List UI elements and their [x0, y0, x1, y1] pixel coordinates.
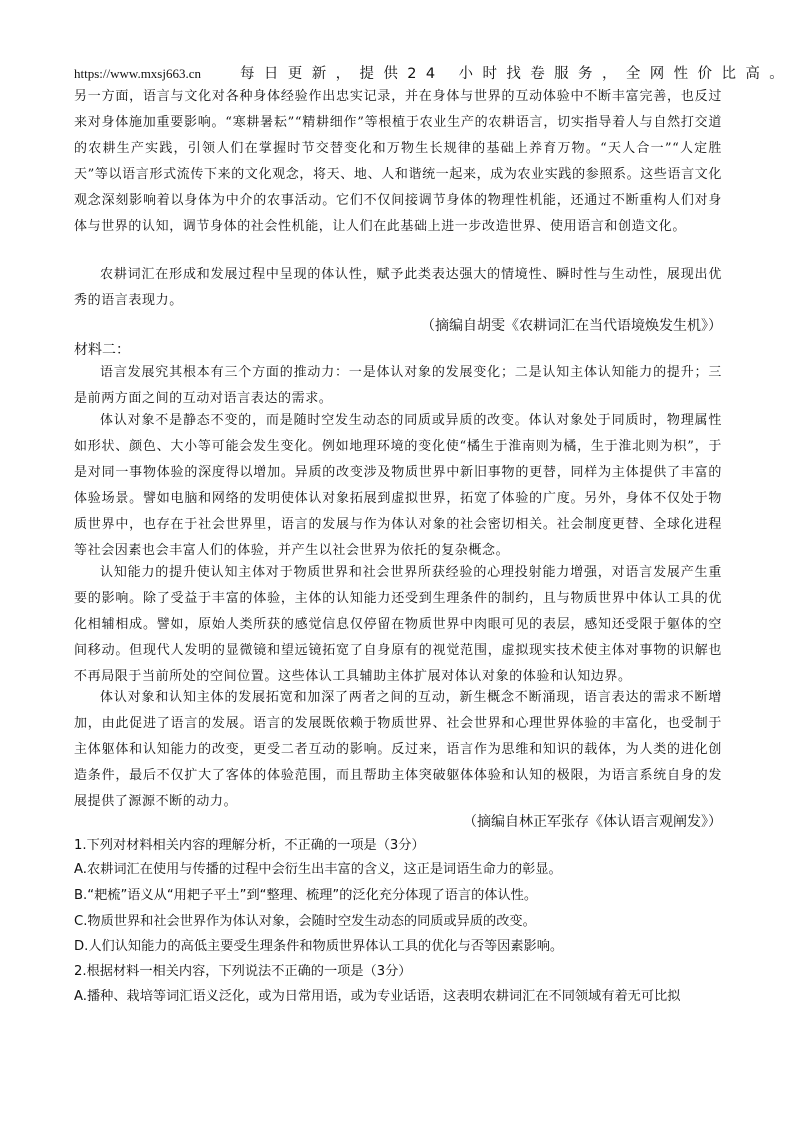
page-header — [74, 64, 794, 84]
material2-label: 材料二： — [74, 342, 130, 358]
header-url[interactable]: https://www.mxsj663.cn — [74, 66, 201, 81]
question-2-option-a: A.播种、栽培等词汇语义泛化，或为日常用语，或为专业话语，这表明农耕词汇在不同领域有着无可比拟 — [74, 989, 681, 1004]
material2-source: （摘编自林正军张存《体认语言观阐发》） — [463, 814, 722, 830]
question-1-option-b: B.“耙梳”语义从“用耙子平土”到“整理、梳理”的泛化充分体现了语言的体认性。 — [74, 888, 538, 903]
header-slogan: 每日更新，提供24 小时找卷服务，全网性价比高。 — [240, 66, 794, 82]
material1-paragraph-1: 另一方面，语言与文化对各种身体经验作出忠实记录，并在身体与世界的互动体验中不断丰富完善，也反过来对身体施加重要影响。“寒耕暑耘”“精耕细作”等根植于农业生产的农耕语言，切实指导着人与自然打交道的农耕生产实践，引领人们在掌握时节交替变化和万物生长规律的基础上养育万物。“天人合一”“人定胜天”等以语言形式流传下来的文化观念，将天、地、人和谐统一起来，成为农业实践的参照系。这些语言文化观念深刻影响着以身体为中介的农事活动。它们不仅间接调节身体的物理性机能，还通过不断重构人们对身体与世界的认知，调节身体的社会性机能，让人们在此基础上进一步改造世界、使用语言和创造文化。 — [74, 89, 722, 234]
material2-paragraph-4: 体认对象和认知主体的发展拓宽和加深了两者之间的互动，新生概念不断涌现，语言表达的需求不断增加，由此促进了语言的发展。语言的发展既依赖于物质世界、社会世界和心理世界体验的丰富化，也受制于主体躯体和认知能力的改变，更受二者互动的影响。反过来，语言作为思维和知识的载体，为人类的进化创造条件，最后不仅扩大了客体的体验范围，而且帮助主体突破躯体体验和认知的极限，为语言系统自身的发展提供了源源不断的动力。 — [74, 690, 722, 809]
question-1-option-a: A.农耕词汇在使用与传播的过程中会衍生出丰富的含义，这正是词语生命力的彰显。 — [74, 862, 562, 877]
question-1-option-c: C.物质世界和社会世界作为体认对象，会随时空发生动态的同质或异质的改变。 — [74, 914, 536, 929]
material2-paragraph-2: 体认对象不是静态不变的，而是随时空发生动态的同质或异质的改变。体认对象处于同质时，物理属性如形状、颜色、大小等可能会发生变化。例如地理环境的变化使“橘生于淮南则为橘，生于淮北则为枳”，于是对同一事物体验的深度得以增加。异质的改变涉及物质世界中新旧事物的更替，同样为主体提供了丰富的体验场景。譬如电脑和网络的发明使体认对象拓展到虚拟世界，拓宽了体验的广度。另外，身体不仅处于物质世界中，也存在于社会世界里，语言的发展与作为体认对象的社会密切相关。社会制度更替、全球化进程等社会因素也会丰富人们的体验，并产生以社会世界为依托的复杂概念。 — [74, 413, 722, 558]
material1-source: （摘编自胡雯《农耕词汇在当代语境焕发生机》） — [421, 318, 722, 334]
material1-paragraph-2: 农耕词汇在形成和发展过程中呈现的体认性，赋予此类表达强大的情境性、瞬时性与生动性，展现出优秀的语言表现力。 — [74, 267, 722, 308]
material2-paragraph-1: 语言发展究其根本有三个方面的推动力：一是体认对象的发展变化；二是认知主体认知能力的提升；三是前两方面之间的互动对语言表达的需求。 — [74, 365, 722, 406]
question-1-stem: 1.下列对材料相关内容的理解分析，不正确的一项是（3分） — [74, 838, 425, 853]
question-2-stem: 2.根据材料一相关内容，下列说法不正确的一项是（3分） — [74, 964, 412, 979]
question-1-option-d: D.人们认知能力的高低主要受生理条件和物质世界体认工具的优化与否等因素影响。 — [74, 939, 564, 954]
material2-paragraph-3: 认知能力的提升使认知主体对于物质世界和社会世界所获经验的心理投射能力增强，对语言发展产生重要的影响。除了受益于丰富的体验，主体的认知能力还受到生理条件的制约，且与物质世界中体认工具的优化相辅相成。譬如，原始人类所获的感觉信息仅停留在物质世界中肉眼可见的表层，感知还受限于躯体的空间移动。但现代人发明的显微镜和望远镜拓宽了自身原有的视觉范围，虚拟现实技术使主体对事物的识解也不再局限于当前所处的空间位置。这些体认工具辅助主体扩展对体认对象的体验和认知边界。 — [74, 565, 722, 684]
